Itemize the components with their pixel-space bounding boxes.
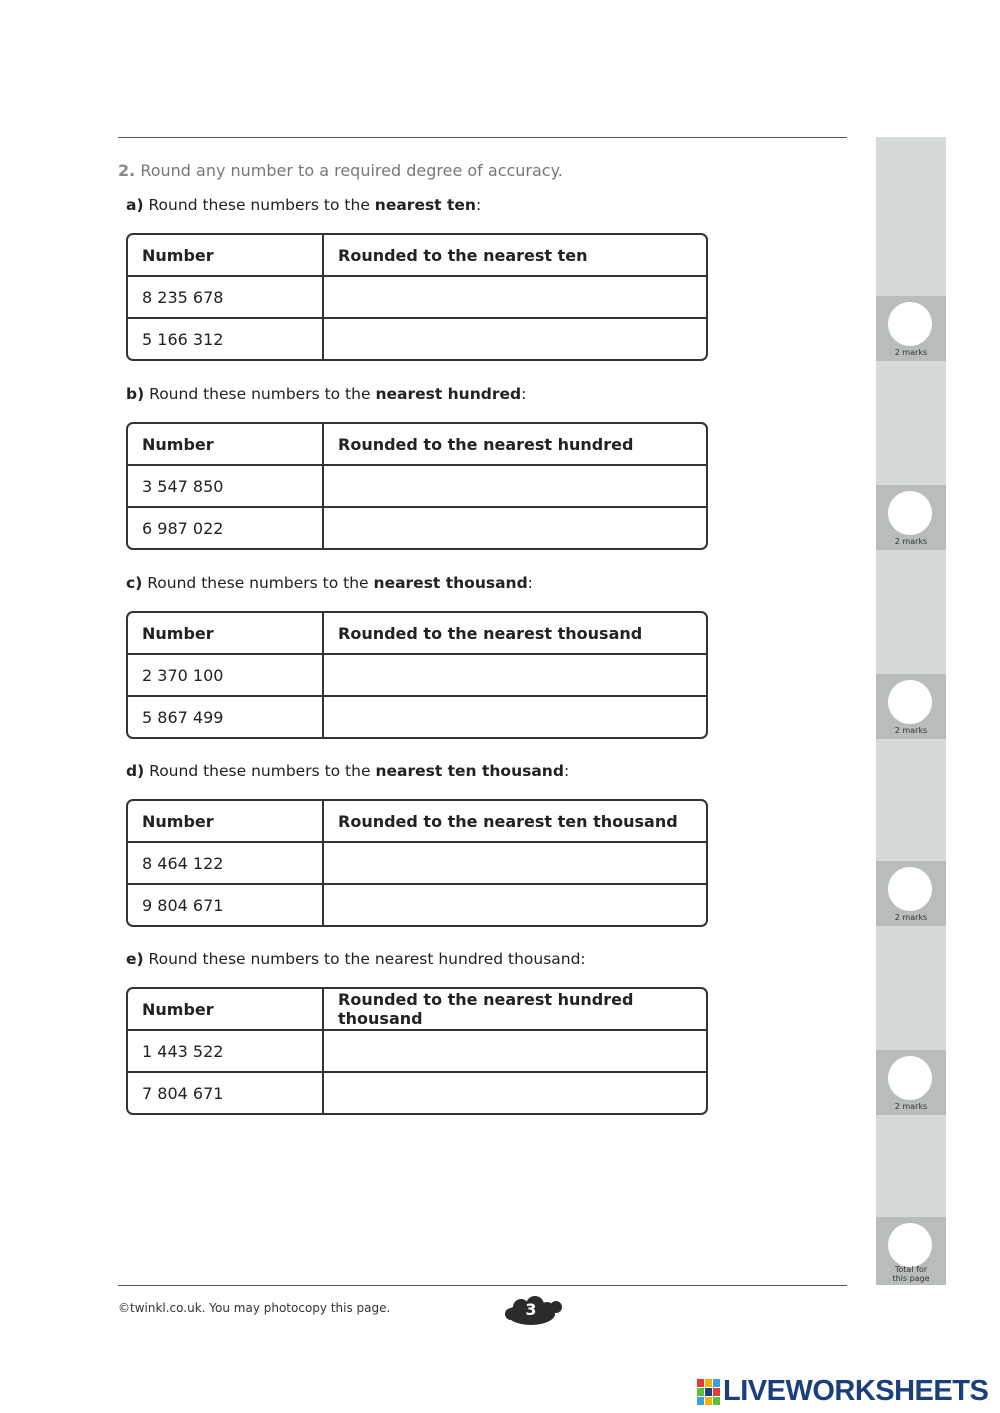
table-row — [128, 1031, 706, 1073]
section-a-label: a) Round these numbers to the nearest ten: — [126, 196, 482, 214]
table-row — [128, 1073, 706, 1113]
marks-box-b — [876, 485, 946, 550]
number-cell: 1 443 522 — [128, 1031, 324, 1073]
marks-label: 2 marks — [894, 1102, 928, 1111]
section-b-label: b) Round these numbers to the nearest hundred: — [126, 385, 527, 403]
table-nearest-ten — [126, 233, 708, 361]
table-nearest-thousand — [126, 611, 708, 739]
marks-label: 2 marks — [894, 913, 928, 922]
number-cell: 5 166 312 — [128, 319, 324, 359]
marks-circle[interactable] — [888, 680, 932, 724]
table-header-row — [128, 613, 706, 655]
number-cell: 2 370 100 — [128, 655, 324, 697]
marks-label: 2 marks — [894, 348, 928, 357]
table-row — [128, 319, 706, 359]
page-number: 3 — [525, 1300, 537, 1319]
answer-cell[interactable] — [324, 697, 706, 737]
answer-cell[interactable] — [324, 466, 706, 508]
marks-circle[interactable] — [888, 1056, 932, 1100]
table-nearest-hundred — [126, 422, 708, 550]
table-row — [128, 843, 706, 885]
number-cell: 8 235 678 — [128, 277, 324, 319]
col-number-header: Number — [128, 801, 324, 843]
table-row — [128, 697, 706, 737]
col-rounded-header: Rounded to the nearest ten thousand — [324, 801, 706, 843]
copyright-text: ©twinkl.co.uk. You may photocopy this page. — [118, 1301, 391, 1315]
col-rounded-header: Rounded to the nearest ten — [324, 235, 706, 277]
number-cell: 9 804 671 — [128, 885, 324, 925]
table-row — [128, 277, 706, 319]
section-d-label: d) Round these numbers to the nearest ten thousand: — [126, 762, 570, 780]
section-e-label: e) Round these numbers to the nearest hundred thousand: — [126, 950, 586, 968]
marks-circle[interactable] — [888, 867, 932, 911]
table-row — [128, 655, 706, 697]
answer-cell[interactable] — [324, 277, 706, 319]
top-rule — [118, 137, 847, 138]
table-nearest-ten-thousand — [126, 799, 708, 927]
marks-box-total — [876, 1217, 946, 1285]
col-rounded-header: Rounded to the nearest hundred thousand — [324, 989, 706, 1031]
col-rounded-header: Rounded to the nearest thousand — [324, 613, 706, 655]
marks-label: 2 marks — [894, 537, 928, 546]
col-number-header: Number — [128, 424, 324, 466]
page-number-badge — [503, 1296, 563, 1328]
table-header-row — [128, 424, 706, 466]
number-cell: 5 867 499 — [128, 697, 324, 737]
section-c-label: c) Round these numbers to the nearest thousand: — [126, 574, 533, 592]
question-number: 2. — [118, 161, 136, 180]
number-cell: 6 987 022 — [128, 508, 324, 548]
liveworksheets-logo-icon — [697, 1379, 721, 1407]
marks-box-c — [876, 674, 946, 739]
number-cell: 8 464 122 — [128, 843, 324, 885]
col-number-header: Number — [128, 989, 324, 1031]
question-text: Round any number to a required degree of accuracy. — [140, 161, 563, 180]
col-rounded-header: Rounded to the nearest hundred — [324, 424, 706, 466]
table-row — [128, 885, 706, 925]
question-title — [118, 161, 563, 180]
bottom-rule — [118, 1285, 847, 1286]
marks-box-a — [876, 296, 946, 361]
marks-box-d — [876, 861, 946, 926]
answer-cell[interactable] — [324, 1031, 706, 1073]
table-header-row — [128, 801, 706, 843]
table-header-row — [128, 989, 706, 1031]
answer-cell[interactable] — [324, 319, 706, 359]
col-number-header: Number — [128, 613, 324, 655]
marks-circle[interactable] — [888, 491, 932, 535]
table-row — [128, 508, 706, 548]
marks-label: 2 marks — [894, 726, 928, 735]
col-number-header: Number — [128, 235, 324, 277]
table-nearest-hundred-thousand — [126, 987, 708, 1115]
answer-cell[interactable] — [324, 843, 706, 885]
number-cell: 3 547 850 — [128, 466, 324, 508]
liveworksheets-wordmark: LIVEWORKSHEETS — [723, 1375, 989, 1407]
number-cell: 7 804 671 — [128, 1073, 324, 1113]
marks-box-e — [876, 1050, 946, 1115]
answer-cell[interactable] — [324, 885, 706, 925]
total-marks-circle[interactable] — [888, 1223, 932, 1267]
answer-cell[interactable] — [324, 508, 706, 548]
table-row — [128, 466, 706, 508]
answer-cell[interactable] — [324, 655, 706, 697]
table-header-row — [128, 235, 706, 277]
marks-circle[interactable] — [888, 302, 932, 346]
total-marks-label: Total for this page — [892, 1265, 930, 1283]
answer-cell[interactable] — [324, 1073, 706, 1113]
